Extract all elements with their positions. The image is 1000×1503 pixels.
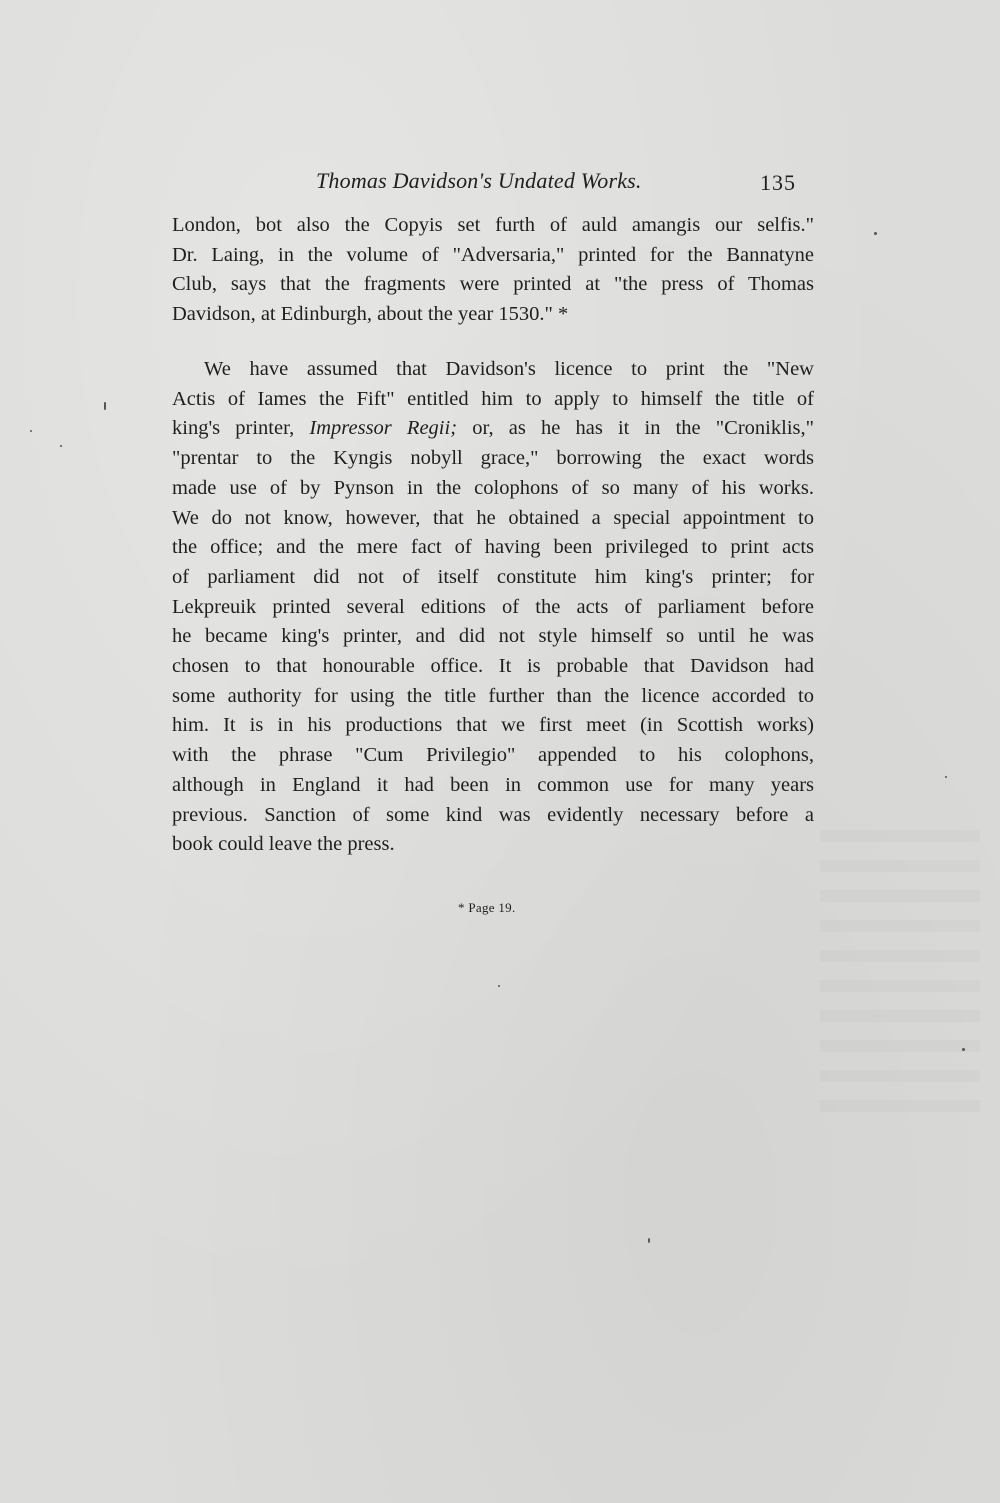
show-through-text	[820, 830, 980, 1130]
text-line: previous. Sanction of some kind was evidently necessary before a	[172, 803, 814, 826]
text-segment: or, as he has it in the "Croniklis,"	[457, 417, 814, 440]
text-line: the office; and the mere fact of having been privileged to print acts	[172, 536, 814, 559]
text-line: he became king's printer, and did not style himself so until he was	[172, 625, 814, 648]
text-line: him. It is in his productions that we first meet (in Scottish works)	[172, 714, 814, 737]
text-line: chosen to that honourable office. It is probable that Davidson had	[172, 655, 814, 678]
text-line	[172, 414, 814, 444]
text-line: Club, says that the fragments were printed at "the press of Thomas	[172, 273, 814, 296]
text-line: We have assumed that Davidson's licence to print the "New	[204, 358, 814, 380]
paper-speck	[945, 776, 947, 778]
text-line: "prentar to the Kyngis nobyll grace," borrowing the exact words	[172, 447, 814, 470]
paragraph-1	[172, 211, 814, 330]
paper-speck	[874, 232, 877, 235]
text-line: London, bot also the Copyis set furth of auld amangis our selfis."	[172, 214, 814, 236]
footnote: * Page 19.	[458, 900, 516, 915]
text-line: with the phrase "Cum Privilegio" appended to his colophons,	[172, 744, 814, 767]
italic-phrase: Impressor Regii;	[309, 417, 458, 440]
paper-speck	[648, 1238, 650, 1243]
text-line: Actis of Iames the Fift" entitled him to apply to himself the title of	[172, 387, 814, 410]
text-line: some authority for using the title further than the licence accorded to	[172, 684, 814, 707]
paragraph-2	[172, 355, 814, 860]
text-segment: king's printer,	[172, 417, 310, 440]
text-line: Dr. Laing, in the volume of "Adversaria," printed for the Bannatyne	[172, 243, 814, 266]
paper-speck	[60, 445, 62, 447]
paper-speck	[962, 1048, 965, 1051]
text-line: Lekpreuik printed several editions of the acts of parliament before	[172, 595, 814, 618]
text-line: Davidson, at Edinburgh, about the year 1530." *	[172, 303, 569, 326]
text-line: of parliament did not of itself constitute him king's printer; for	[172, 565, 814, 588]
text-line: made use of by Pynson in the colophons of so many of his works.	[172, 476, 814, 499]
text-line: We do not know, however, that he obtained a special appointment to	[172, 506, 814, 529]
paper-speck	[30, 430, 32, 432]
page-number: 135	[760, 170, 796, 195]
paper-speck	[104, 402, 106, 410]
text-line: book could leave the press.	[172, 833, 395, 856]
running-head: Thomas Davidson's Undated Works.	[316, 168, 642, 193]
text-line: although in England it had been in common use for many years	[172, 773, 814, 796]
paper-speck	[498, 985, 500, 987]
